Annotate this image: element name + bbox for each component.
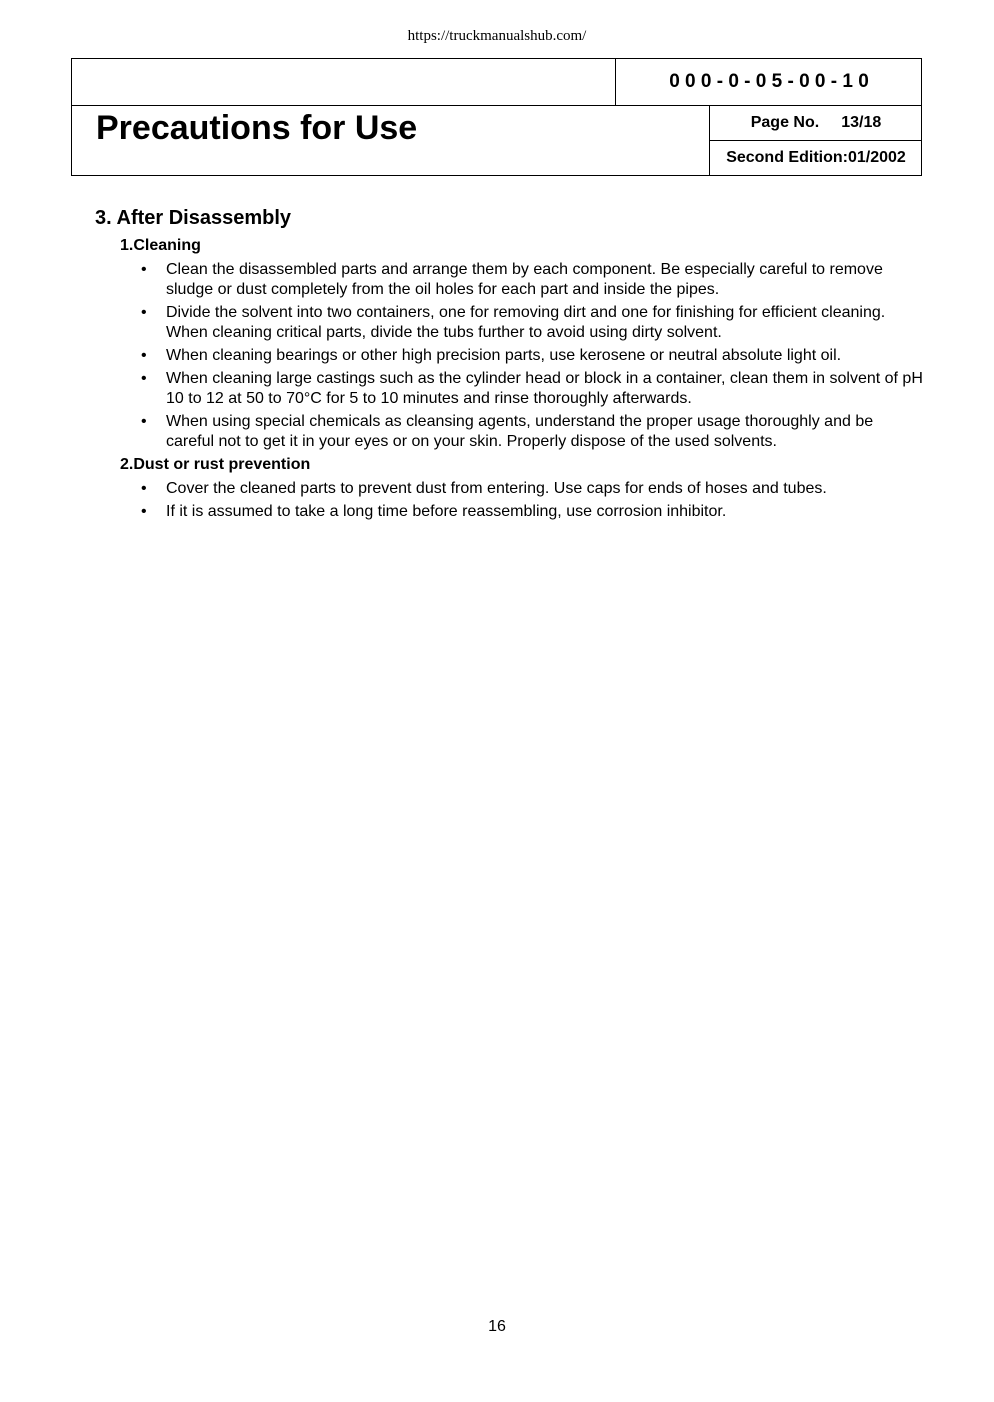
list-item: • When cleaning large castings such as the cylinder head or block in a container, clean them in solvent of pH 10 to 12 at 50 to 70°C for 5 to 10 minutes and rinse thoroughly afterwards. (141, 370, 923, 407)
page-title: Precautions for Use (96, 109, 418, 147)
page-number-cell (710, 106, 922, 139)
list-item: • Clean the disassembled parts and arrange them by each component. Be especially careful to remove sludge or dust completely from the oil holes for each part and inside the pipes. (141, 261, 883, 298)
source-url: https://truckmanualshub.com/ (407, 28, 587, 44)
subsection-title: 1.Cleaning (120, 237, 201, 254)
bullet-icon: • (141, 261, 147, 278)
main-content (95, 206, 925, 525)
bullet-icon: • (141, 413, 147, 430)
bullet-icon: • (141, 480, 147, 497)
bullet-icon: • (141, 347, 147, 364)
section-title: 3. After Disassembly (95, 207, 292, 229)
document-code: 0 0 0 - 0 - 0 5 - 0 0 - 1 0 (669, 71, 869, 92)
bullet-icon: • (141, 503, 147, 520)
document-header-box (71, 58, 922, 176)
list-item: • When using special chemicals as cleansing agents, understand the proper usage thoroughly and be careful not to get it in your eyes or on your skin. Properly dispose of the used solvents. (141, 413, 874, 450)
subsection-title: 2.Dust or rust prevention (120, 456, 311, 473)
list-item: • Cover the cleaned parts to prevent dust from entering. Use caps for ends of hoses and tubes. (141, 480, 827, 497)
page-number-value: 13/18 (841, 113, 882, 131)
page-number-label: Page No. (750, 113, 820, 131)
footer-page-number: 16 (488, 1318, 506, 1335)
list-item: • Divide the solvent into two containers, one for removing dirt and one for finishing for efficient cleaning. When cleaning critical parts, divide the tubs further to avoid using dirty solvent. (141, 304, 886, 341)
bullet-icon: • (141, 304, 147, 321)
list-item: • When cleaning bearings or other high precision parts, use kerosene or neutral absolute light oil. (141, 347, 842, 364)
bullet-list (95, 260, 925, 452)
bullet-icon: • (141, 370, 147, 387)
list-item: • If it is assumed to take a long time before reassembling, use corrosion inhibitor. (141, 503, 727, 520)
bullet-list (95, 479, 925, 522)
edition-label: Second Edition:01/2002 (726, 149, 906, 166)
